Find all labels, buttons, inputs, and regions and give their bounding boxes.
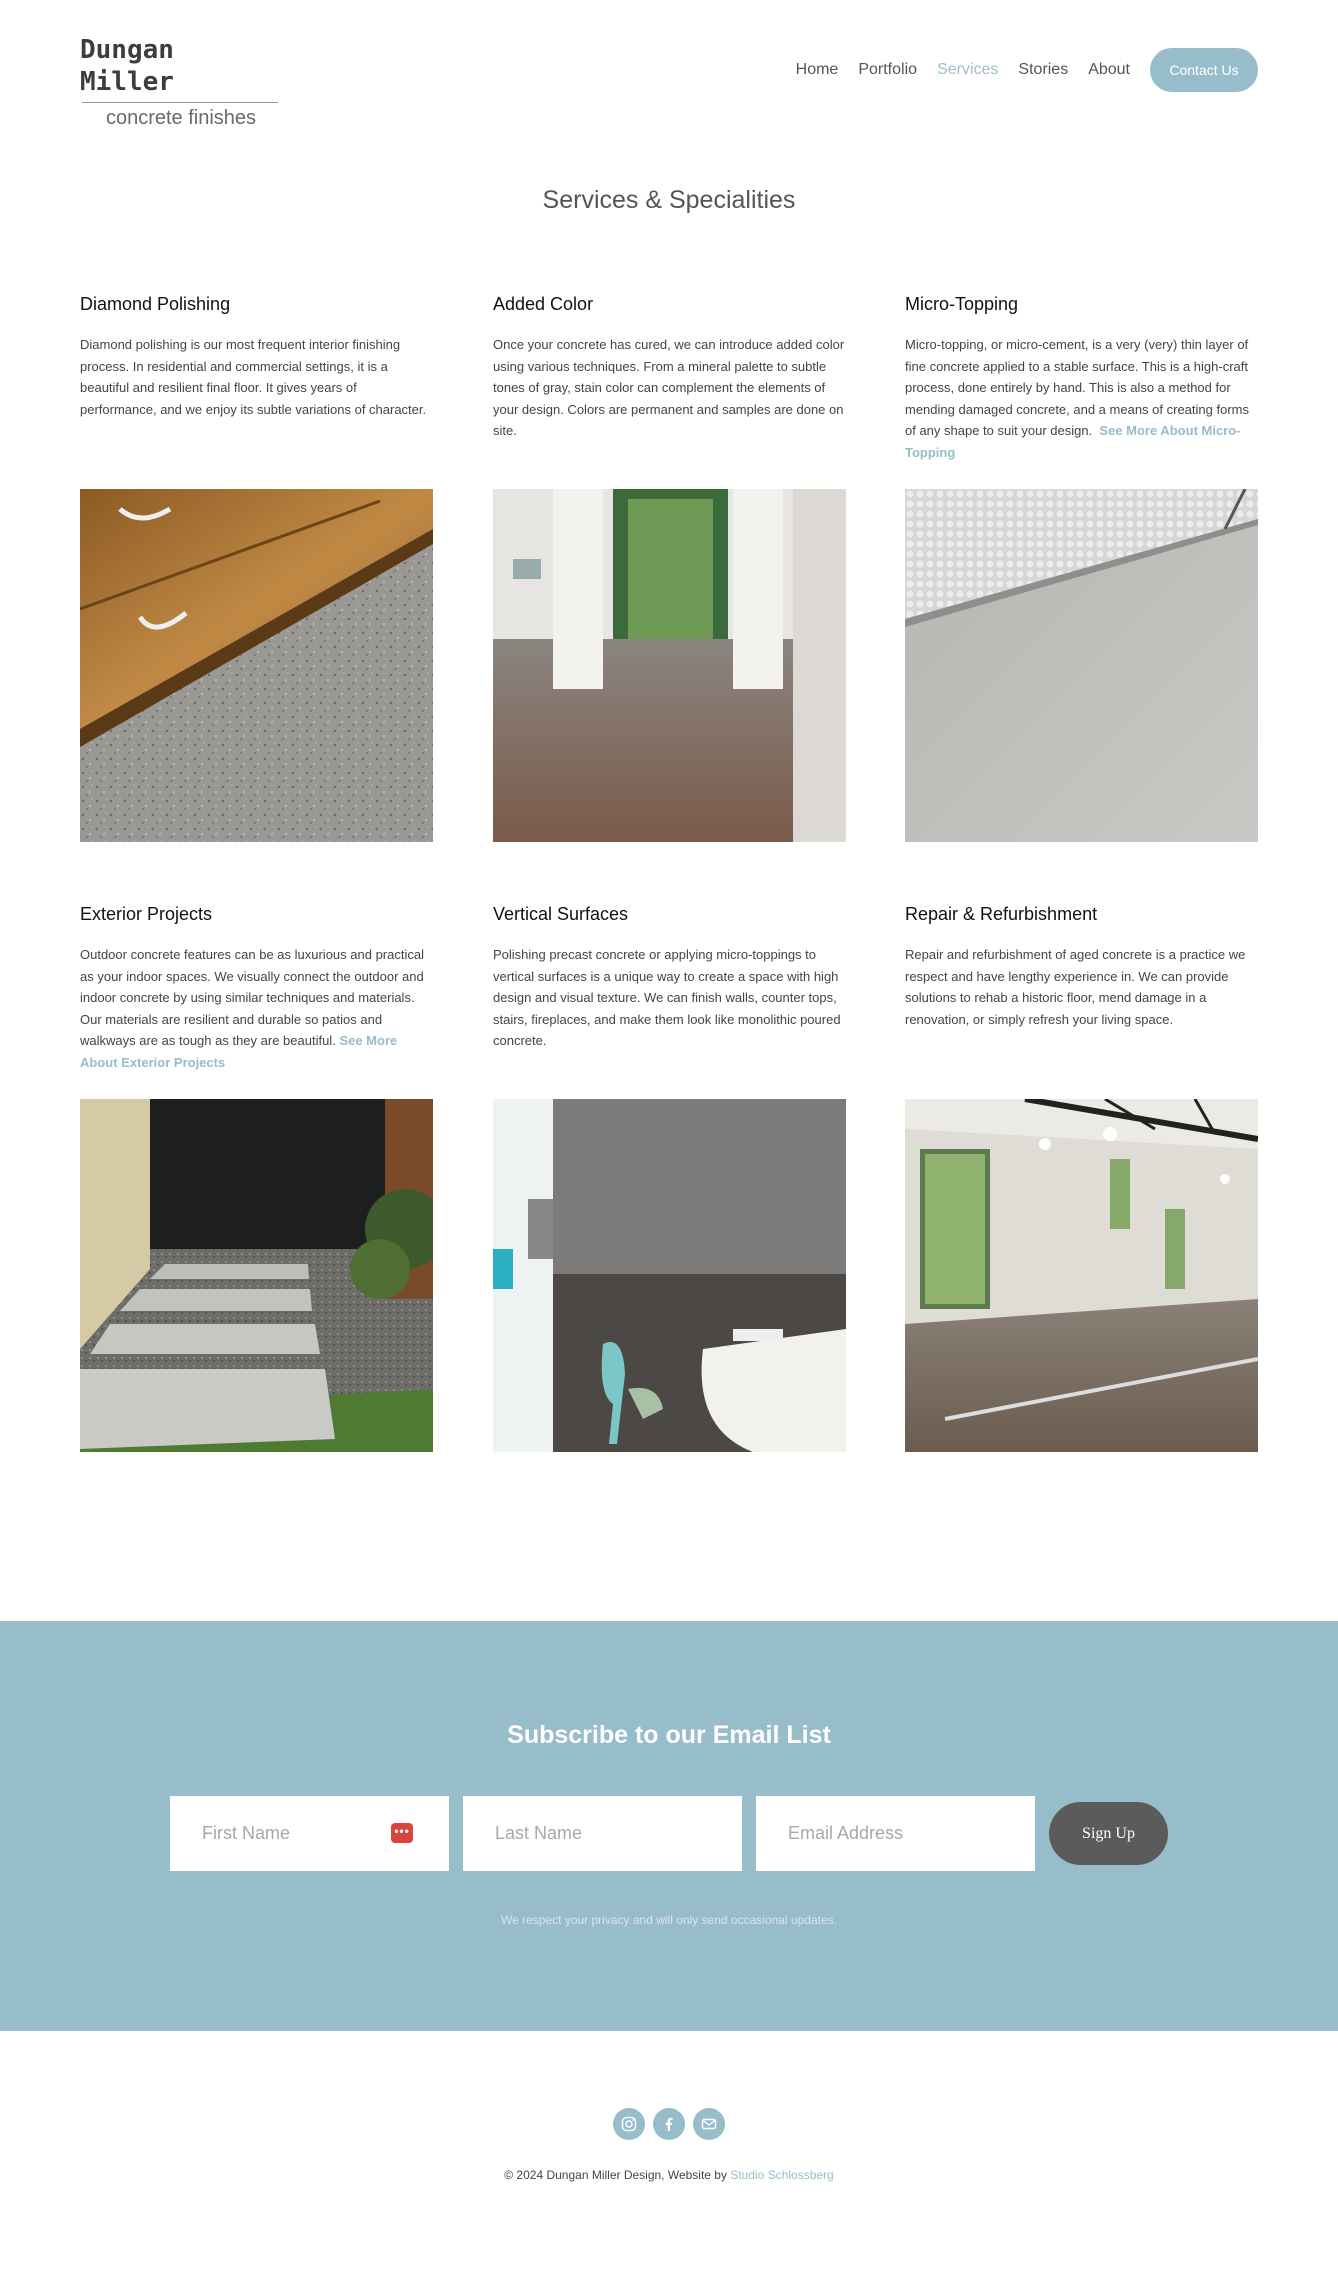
service-title: Repair & Refurbishment (905, 904, 1098, 924)
logo-divider (82, 102, 278, 103)
service-description (905, 944, 1258, 1030)
service-micro-topping (905, 292, 1258, 463)
password-manager-icon[interactable]: ••• (391, 1823, 413, 1843)
see-more-exterior-projects-link[interactable]: See More About Exterior Projects (80, 1033, 398, 1070)
service-title: Vertical Surfaces (493, 904, 629, 924)
repair-refurbishment-photo (905, 1099, 1258, 1452)
brand-name: Dungan Miller (80, 35, 174, 97)
service-description (80, 944, 433, 1073)
service-text: Outdoor concrete features can be as luxurious and practical as your indoor spaces. We visually connect the outdoor and indoor concrete by using similar techniques and materials. Our materials are resilient and durable so patios and walkways are as tough as they are beautiful. (80, 947, 424, 1048)
service-text: Micro-topping, or micro-cement, is a very (very) thin layer of fine concrete applied to a stable surface. This is a high-craft process, done entirely by hand. This is also a method for mending damaged concrete, and a means of creating forms of any shape to suit your design. (905, 337, 1249, 438)
last-name-field[interactable] (463, 1796, 742, 1871)
added-color-photo (493, 489, 846, 842)
nav-portfolio[interactable]: Portfolio (858, 61, 918, 78)
service-title: Exterior Projects (80, 904, 213, 924)
brand-logo[interactable] (80, 34, 282, 129)
micro-topping-photo (905, 489, 1258, 842)
first-name-field[interactable] (170, 1796, 449, 1871)
email-input[interactable] (756, 1796, 1035, 1871)
nav-home[interactable]: Home (795, 61, 839, 78)
social-links (0, 2108, 1338, 2140)
service-description (80, 334, 433, 420)
service-exterior-projects (80, 902, 433, 1073)
privacy-note: We respect your privacy and will only send occasional updates. (501, 1913, 837, 1927)
nav-services[interactable]: Services (937, 61, 999, 78)
service-title: Added Color (493, 294, 594, 314)
vertical-surfaces-photo (493, 1099, 846, 1452)
service-added-color (493, 292, 846, 442)
last-name-input[interactable] (463, 1796, 742, 1871)
service-title: Micro-Topping (905, 294, 1019, 314)
diamond-polishing-photo (80, 489, 433, 842)
contact-us-button[interactable]: Contact Us (1150, 48, 1258, 92)
email-icon[interactable] (693, 2108, 725, 2140)
service-text: Polishing precast concrete or applying micro-toppings to vertical surfaces is a unique way to create a space with high design and visual texture. We can finish walls, counter tops, stairs, fireplaces, and make them look like monolithic poured concrete. (493, 947, 841, 1048)
site-header (0, 0, 1338, 140)
exterior-projects-photo (80, 1099, 433, 1452)
service-text: Repair and refurbishment of aged concrete is a practice we respect and have lengthy experience in. We can provide solutions to rehab a historic floor, mend damage in a renovation, or simply refresh your living space. (905, 947, 1246, 1027)
nav-about[interactable]: About (1088, 61, 1130, 78)
page-title: Services & Specialities (542, 186, 796, 214)
see-more-micro-topping-link[interactable]: See More About Micro-Topping (905, 423, 1241, 460)
subscribe-section (0, 1621, 1338, 2031)
sign-up-button[interactable]: Sign Up (1049, 1802, 1168, 1865)
service-title: Diamond Polishing (80, 294, 231, 314)
email-field[interactable] (756, 1796, 1035, 1871)
copyright (0, 2168, 1338, 2182)
service-text: Once your concrete has cured, we can introduce added color using various techniques. From a mineral palette to subtle tones of gray, stain color can complement the elements of your design. Colors are permanent and samples are done on site. (493, 337, 845, 438)
instagram-icon[interactable] (613, 2108, 645, 2140)
facebook-icon[interactable] (653, 2108, 685, 2140)
main-nav (776, 48, 1258, 92)
service-diamond-polishing (80, 292, 433, 420)
brand-tagline: concrete finishes (105, 107, 257, 129)
service-repair-refurbishment (905, 902, 1258, 1030)
service-description (905, 334, 1258, 463)
studio-credit-link[interactable]: Studio Schlossberg (730, 2168, 834, 2182)
service-description (493, 334, 846, 442)
service-vertical-surfaces (493, 902, 846, 1052)
nav-stories[interactable]: Stories (1018, 61, 1069, 78)
service-text: Diamond polishing is our most frequent interior finishing process. In residential and commercial settings, it is a beautiful and resilient final floor. It gives years of performance, and we enjoy its subtle variations of character. (80, 337, 427, 417)
copyright-text: © 2024 Dungan Miller Design, Website by (504, 2168, 727, 2182)
service-description (493, 944, 846, 1052)
subscribe-title: Subscribe to our Email List (507, 1721, 831, 1749)
